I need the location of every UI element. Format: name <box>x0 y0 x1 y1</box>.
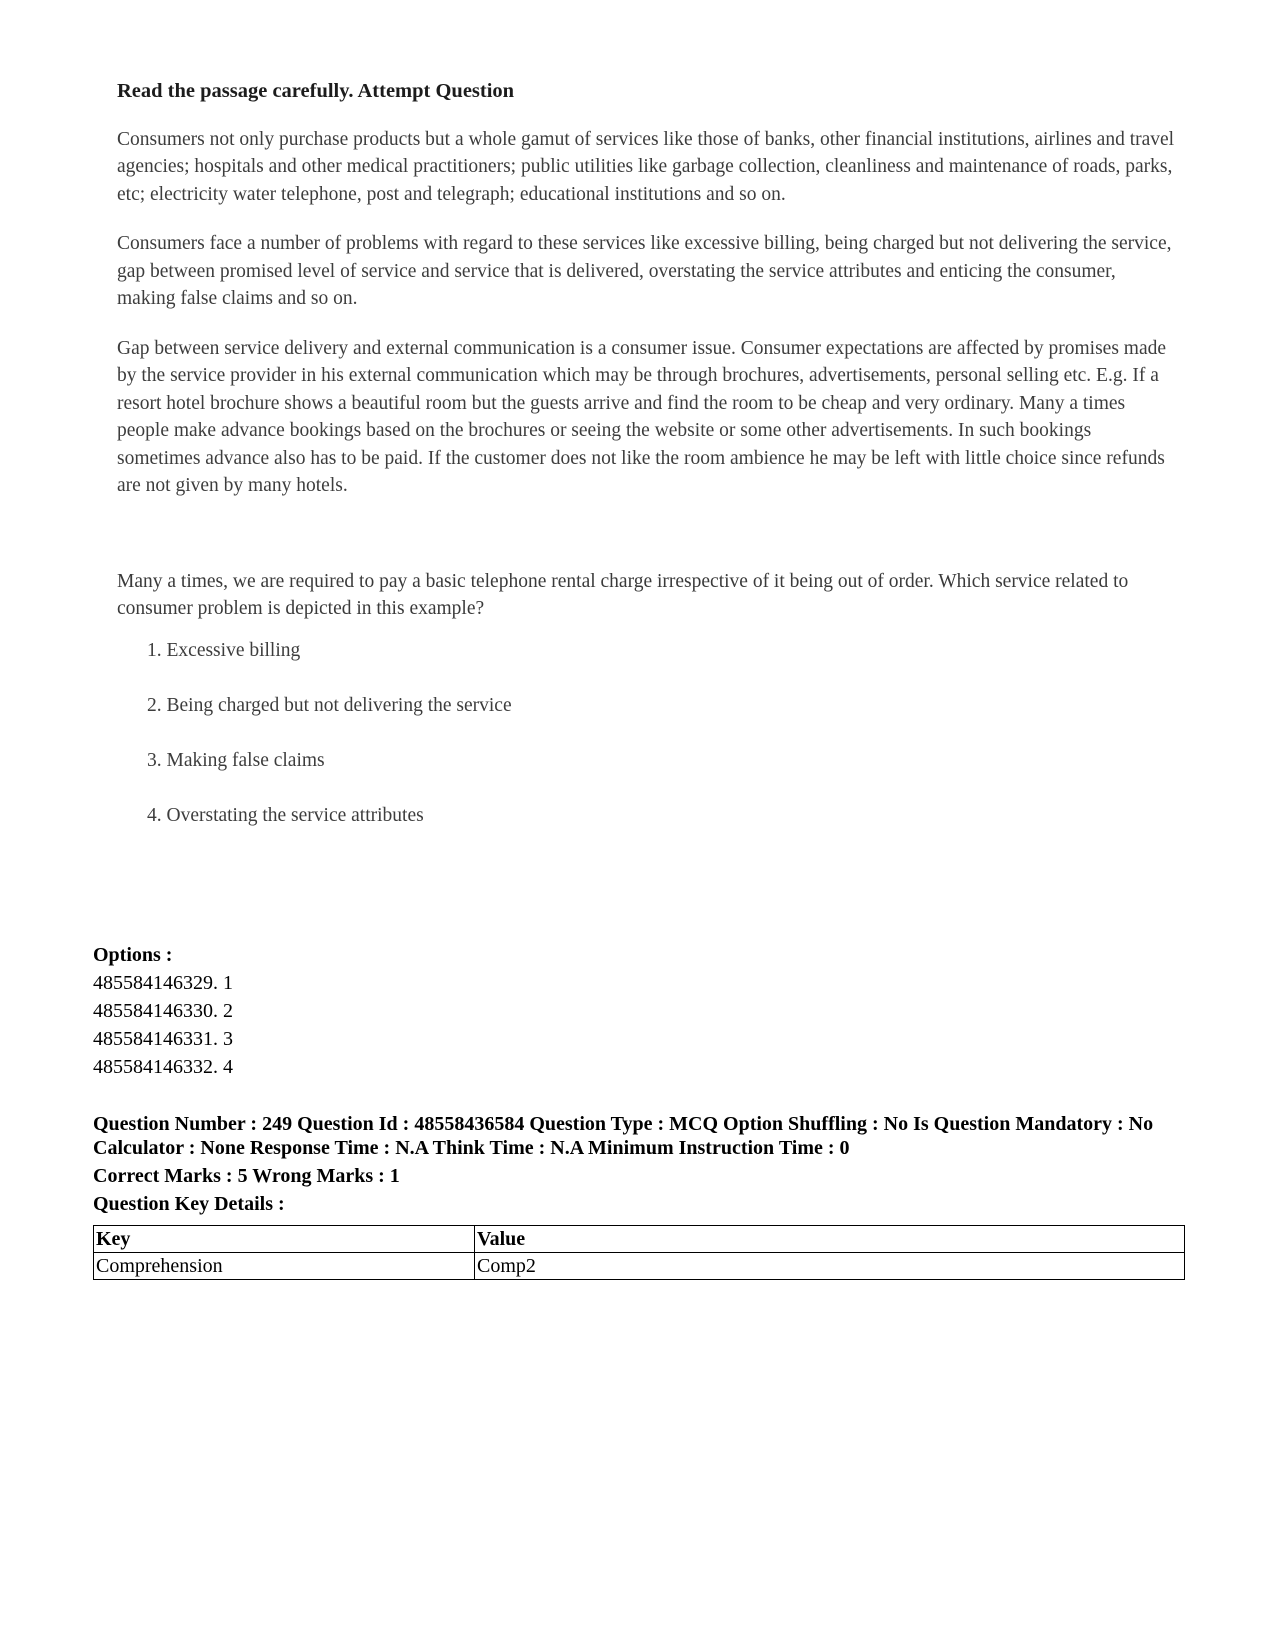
passage-image <box>117 78 1177 857</box>
passage-paragraph: Consumers face a number of problems with regard to these services like excessive billing, being charged but not delivering the service, gap between promised level of service and service that is delivered, overstating the service attributes and enticing the consumer, making false claims and so on. <box>117 233 1172 309</box>
table-header-value: Value <box>475 1226 1185 1253</box>
option-item: 485584146329. 1 <box>93 972 233 994</box>
marks-info: Correct Marks : 5 Wrong Marks : 1 <box>93 1165 400 1187</box>
table-header-row <box>94 1226 1185 1253</box>
options-block <box>93 941 1183 1081</box>
table-header-key: Key <box>94 1226 475 1253</box>
question-text: Many a times, we are required to pay a basic telephone rental charge irrespective of it being out of order. Which service related to consumer problem is depicted in this example? <box>117 570 1129 619</box>
table-cell-key: Comprehension <box>94 1253 475 1280</box>
answer-choice: 3. Making false claims <box>147 749 325 771</box>
passage-paragraph: Consumers not only purchase products but a whole gamut of services like those of banks, other financial institutions, airlines and travel agencies; hospitals and other medical practitioners; public utilities like garbage collection, cleanliness and maintenance of roads, parks, etc; electricity water telephone, post and telegraph; educational institutions and so on. <box>117 128 1175 205</box>
option-item: 485584146332. 4 <box>93 1056 233 1078</box>
answer-choice: 1. Excessive billing <box>147 639 301 661</box>
passage-heading: Read the passage carefully. Attempt Question <box>117 80 515 102</box>
question-info: Question Number : 249 Question Id : 48558436584 Question Type : MCQ Option Shuffling : No Is Question Mandatory : No Calculator : None Response Time : N.A Think Time : N.A Minimum Instruction Time : 0 <box>93 1113 1154 1159</box>
options-label: Options : <box>93 944 173 966</box>
key-details-label: Question Key Details : <box>93 1193 285 1215</box>
question-meta <box>93 1112 1183 1216</box>
option-item: 485584146331. 3 <box>93 1028 233 1050</box>
table-cell-value: Comp2 <box>475 1253 1185 1280</box>
answer-choice: 2. Being charged but not delivering the service <box>147 694 512 716</box>
table-row <box>94 1253 1185 1280</box>
answer-choices <box>147 637 1177 829</box>
passage-paragraph: Gap between service delivery and external communication is a consumer issue. Consumer expectations are affected by promises made by the service provider in his external communication which may be through brochures, advertisements, personal selling etc. E.g. If a resort hotel brochure shows a beautiful room but the guests arrive and find the room to be cheap and very ordinary. Many a times people make advance bookings based on the brochures or seeing the website or some other advertisements. In such bookings sometimes advance also has to be paid. If the customer does not like the room ambience he may be left with little choice since refunds are not given by many hotels. <box>117 337 1167 496</box>
option-item: 485584146330. 2 <box>93 1000 233 1022</box>
key-details-table <box>93 1225 1185 1280</box>
answer-choice: 4. Overstating the service attributes <box>147 804 424 826</box>
